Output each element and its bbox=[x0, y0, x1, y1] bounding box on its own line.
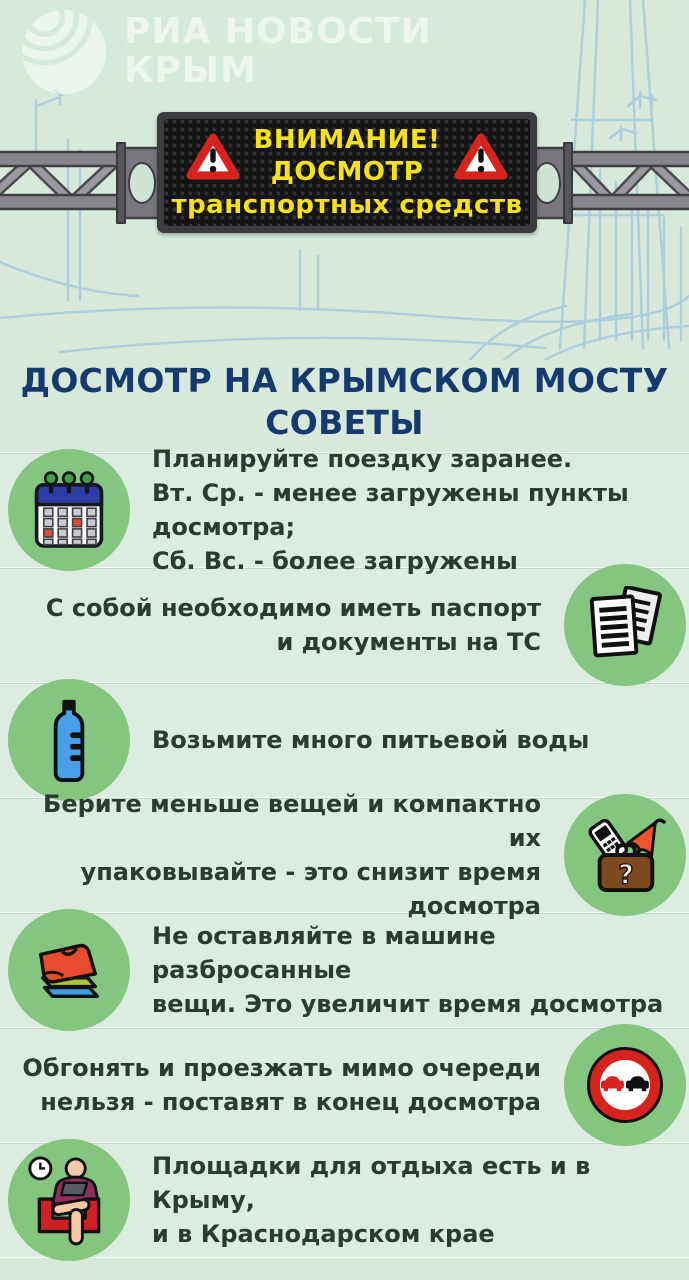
water-bottle-icon bbox=[48, 698, 90, 782]
folded-clothes-icon bbox=[29, 933, 109, 1007]
tip-line: Возьмите много питьевой воды bbox=[152, 725, 590, 754]
tip-icon-circle bbox=[564, 794, 686, 916]
tip-icon-circle bbox=[8, 1139, 130, 1261]
tip-line: вещи. Это увеличит время досмотра bbox=[152, 990, 664, 1019]
brand-logo bbox=[20, 8, 432, 96]
tip-line: Планируйте поездку заранее. bbox=[152, 444, 573, 473]
documents-icon bbox=[586, 586, 664, 664]
led-panel bbox=[164, 119, 530, 226]
led-line-2: ДОСМОТР bbox=[270, 157, 424, 188]
tip-line: Площадки для отдыха есть и в Крыму, bbox=[152, 1151, 591, 1214]
warning-triangle-icon bbox=[186, 132, 240, 181]
tip-icon-circle bbox=[8, 909, 130, 1031]
question-mark-glyph: ? bbox=[618, 860, 634, 891]
ria-globe-icon bbox=[20, 8, 108, 96]
brand-name-line1: РИА НОВОСТИ bbox=[124, 11, 432, 53]
tip-row bbox=[0, 567, 689, 682]
tip-line: Берите меньше вещей и компактно их bbox=[43, 789, 541, 852]
tip-line: Вт. Ср. - менее загружены пункты досмотра; bbox=[152, 478, 629, 541]
tip-line: С собой необходимо иметь паспорт bbox=[45, 593, 541, 622]
led-sign-board bbox=[157, 112, 537, 233]
tip-text bbox=[40, 591, 541, 659]
led-line-1: ВНИМАНИЕ! bbox=[253, 124, 441, 155]
rest-area-icon bbox=[26, 1154, 112, 1246]
tip-row bbox=[0, 444, 689, 576]
led-top-row bbox=[186, 124, 509, 189]
tip-text bbox=[152, 1149, 689, 1251]
tip-row bbox=[0, 912, 689, 1027]
tip-icon-circle bbox=[8, 679, 130, 801]
tip-line: Сб. Вс. - более загружены bbox=[152, 547, 518, 576]
no-overtaking-sign-icon bbox=[585, 1045, 665, 1125]
calendar-icon bbox=[33, 470, 105, 550]
tip-line: упаковывайте - это снизит время досмотра bbox=[80, 858, 541, 921]
page-title-line1: ДОСМОТР НА КРЫМСКОМ МОСТУ bbox=[20, 361, 669, 400]
tip-text bbox=[16, 1051, 541, 1119]
warning-triangle-icon bbox=[454, 132, 508, 181]
led-text-block bbox=[254, 124, 441, 189]
tip-icon-circle bbox=[564, 1024, 686, 1146]
page-title-line2: СОВЕТЫ bbox=[265, 402, 424, 442]
tip-text bbox=[152, 442, 689, 578]
tip-line: Не оставляйте в машине разбросанные bbox=[152, 921, 496, 984]
luggage-icon bbox=[584, 816, 666, 894]
tip-text bbox=[0, 787, 541, 923]
tips-list bbox=[0, 444, 689, 1258]
brand-name bbox=[124, 13, 432, 91]
brand-name-line2: КРЫМ bbox=[124, 50, 257, 91]
tip-row bbox=[0, 682, 689, 797]
page-title bbox=[0, 360, 689, 444]
tip-line: нельзя - поставят в конец досмотра bbox=[40, 1088, 541, 1116]
tip-row bbox=[0, 789, 689, 921]
tip-icon-circle bbox=[8, 449, 130, 571]
tip-row bbox=[0, 1142, 689, 1257]
tip-line: и документы на ТС bbox=[276, 628, 541, 656]
tip-line: и в Краснодарском крае bbox=[152, 1220, 495, 1249]
tip-line: Обгонять и проезжать мимо очереди bbox=[22, 1053, 541, 1082]
tip-row bbox=[0, 1027, 689, 1142]
tip-icon-circle bbox=[564, 564, 686, 686]
tip-text bbox=[152, 723, 595, 757]
tip-text bbox=[152, 919, 689, 1021]
led-line-3: транспортных средств bbox=[171, 189, 523, 220]
